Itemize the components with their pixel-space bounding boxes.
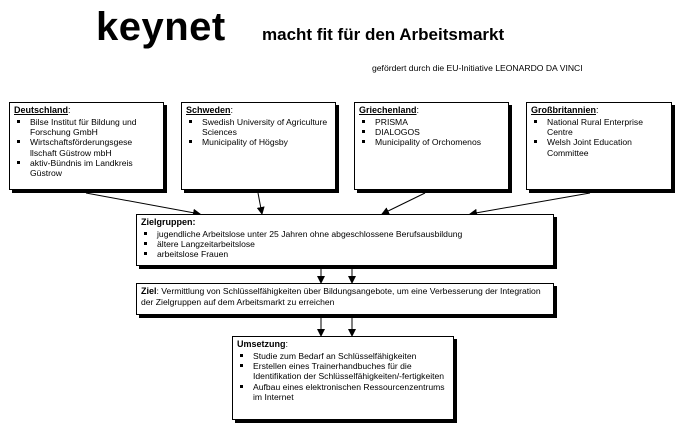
partner-list	[359, 117, 504, 148]
target-groups-heading: Zielgruppen:	[141, 217, 196, 227]
partner-heading: Griechenland:	[359, 105, 420, 115]
arrow-gb-to-zielgruppen	[470, 193, 590, 214]
funding-note: gefördert durch die EU-Initiative LEONARDO DA VINCI	[372, 63, 583, 73]
partner-box-grossbritannien	[526, 102, 672, 190]
partner-heading: Großbritannien:	[531, 105, 599, 115]
target-groups-list	[141, 229, 549, 260]
list-item: aktiv-Bündnis im Landkreis Güstrow	[14, 158, 159, 178]
goal-heading: Ziel	[141, 286, 157, 296]
goal-text: : Vermittlung von Schlüsselfähigkeiten über Bildungsangebote, um eine Verbesserung der Integration der Zielgruppen auf dem Arbeitsmarkt zu erreichen	[141, 286, 541, 307]
implementation-heading: Umsetzung:	[237, 339, 289, 349]
list-item: Municipality of Högsby	[186, 137, 331, 147]
partner-heading: Deutschland:	[14, 105, 71, 115]
list-item: ältere Langzeitarbeitslose	[141, 239, 549, 249]
arrow-se-to-zielgruppen	[258, 193, 262, 214]
list-item: National Rural Enterprise Centre	[531, 117, 667, 137]
list-item: Welsh Joint Education Committee	[531, 137, 667, 157]
arrow-de-to-zielgruppen	[86, 193, 200, 214]
arrow-gr-to-zielgruppen	[382, 193, 425, 214]
list-item: Aufbau eines elektronischen Ressourcenzentrums im Internet	[237, 382, 449, 402]
goal-box	[136, 283, 554, 315]
list-item: Wirtschaftsförderungsgese llschaft Güstrow mbH	[14, 137, 159, 157]
list-item: Swedish University of Agriculture Sciences	[186, 117, 331, 137]
partner-list	[531, 117, 667, 158]
partner-box-schweden	[181, 102, 336, 190]
list-item: Studie zum Bedarf an Schlüsselfähigkeiten	[237, 351, 449, 361]
list-item: arbeitslose Frauen	[141, 249, 549, 259]
partner-box-deutschland	[9, 102, 164, 190]
list-item: DIALOGOS	[359, 127, 504, 137]
list-item: Municipality of Orchomenos	[359, 137, 504, 147]
partner-box-griechenland	[354, 102, 509, 190]
implementation-list	[237, 351, 449, 402]
partner-list	[186, 117, 331, 148]
tagline: macht fit für den Arbeitsmarkt	[262, 25, 505, 44]
list-item: Bilse Institut für Bildung und Forschung GmbH	[14, 117, 159, 137]
list-item: Erstellen eines Trainerhandbuches für die Identifikation der Schlüsselfähigkeiten/-fertigkeiten	[237, 361, 449, 381]
logo: keynet	[96, 5, 226, 49]
partner-heading: Schweden:	[186, 105, 234, 115]
list-item: PRISMA	[359, 117, 504, 127]
list-item: jugendliche Arbeitslose unter 25 Jahren ohne abgeschlossene Berufsausbildung	[141, 229, 549, 239]
target-groups-box	[136, 214, 554, 266]
implementation-box	[232, 336, 454, 420]
partner-list	[14, 117, 159, 178]
